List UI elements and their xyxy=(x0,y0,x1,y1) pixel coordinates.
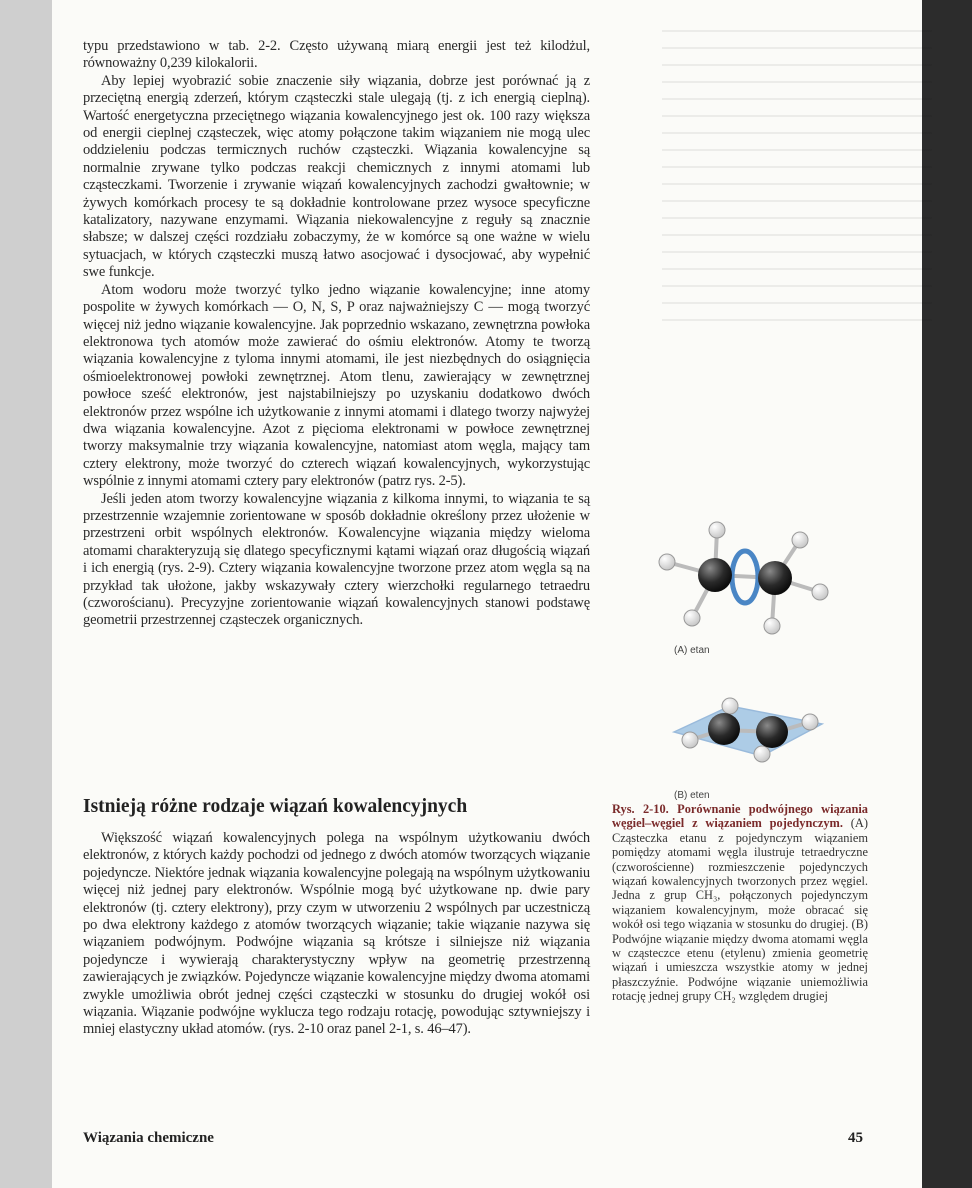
figure-label-a: (A) etan xyxy=(674,645,710,656)
main-text-column xyxy=(83,38,590,630)
carbon-atom xyxy=(756,716,788,748)
caption-body: (A) Cząsteczka etanu z pojedynczym wiązaniem pomiędzy atomami węgla ilustruje tetraedryczne (czworościenne) rozmieszczenie pojedynczych wiązań kowalencyjnych tworzonych przez węgiel. Jedna z grup CH₃, połączonych pojedynczym wiązaniem kowalencyjnym, może obracać się wokół osi tego wiązania w stosunku do drugiej. (B) Podwójne wiązanie między dwoma atomami węgla w cząsteczce etenu (etylenu) zmienia geometrię wiązań i umieszcza wszystkie atomy w jednej płaszczyźnie. Podwójne wiązanie uniemożliwia rotację jednej grupy CH₂ względem drugiej xyxy=(612,816,868,1004)
molecule-illustrations xyxy=(612,510,872,800)
hydrogen-atom xyxy=(754,746,770,762)
hydrogen-atom xyxy=(659,554,675,570)
hydrogen-atom xyxy=(792,532,808,548)
paragraph-2: Aby lepiej wyobrazić sobie znaczenie siły wiązania, dobrze jest porównać ją z przeciętną energią zderzeń, którym cząsteczki stale ulegają (tj. z ich energią cieplną). Wartość energetyczna przeciętnego wiązania kowalencyjnego jest ok. 100 razy większa od energii cieplnej cząsteczek, więc atomy połączone takim wiązaniem nie mogą ulec oddzieleniu podczas termicznych ruchów cząsteczki. Wiązania kowalencyjne są normalnie zrywane tylko podczas reakcji chemicznych z innymi atomami lub cząsteczkami. Tworzenie i zrywanie wiązań kowalencyjnych zachodzi gwałtownie; w żywych komórkach procesy te są dokładnie kontrolowane przez wysoce specyficzne katalizatory, nazywane enzymami. Wiązania niekowalencyjne z reguły są znacznie słabsze; w dalszej części rozdziału zobaczymy, że w komórce są one ważne w wielu sytuacjach, w których cząsteczki muszą łatwo asocjować i dysocjować, aby wypełnić swe funkcje. xyxy=(83,72,590,281)
figure-caption xyxy=(612,802,868,1004)
caption-title: Rys. 2-10. Porównanie podwójnego wiązania węgiel–węgiel z wiązaniem pojedynczym. xyxy=(612,802,868,831)
page-number: 45 xyxy=(848,1130,863,1146)
hydrogen-atom xyxy=(722,698,738,714)
paragraph-4: Jeśli jeden atom tworzy kowalencyjne wiązania z kilkoma innymi, to wiązania te są przestrzennie wzajemnie zorientowane w sposób dokładnie określony przez ułożenie w przestrzeni orbit wspólnych elektronów. Kowalencyjne wiązania między wieloma atomami charakteryzują się dlatego specyficznymi kątami wiązań oraz długością wiązań i ich energią (rys. 2-9). Cztery wiązania kowalencyjne tworzone przez atom węgla są na przykład tak ułożone, jakby wskazywały cztery wierzchołki regularnego tetraedru (czworościanu). Precyzyjne zorientowanie wiązań kowalencyjnych stanowi podstawę geometrii przestrzennej cząsteczek organicznych. xyxy=(83,490,590,629)
scan-left-margin xyxy=(0,0,52,1188)
show-through-ghost xyxy=(662,30,932,330)
hydrogen-atom xyxy=(684,610,700,626)
hydrogen-atom xyxy=(802,714,818,730)
ethene-molecule xyxy=(674,698,822,762)
hydrogen-atom xyxy=(764,618,780,634)
hydrogen-atom xyxy=(682,732,698,748)
main-text-column-bottom xyxy=(83,830,590,1039)
ethane-molecule xyxy=(659,522,828,634)
paragraph-3: Atom wodoru może tworzyć tylko jedno wiązanie kowalencyjne; inne atomy pospolite w żywych komórkach — O, N, S, P oraz najważniejszy C — mogą tworzyć więcej niż jedno wiązanie kowalencyjne. Jak poprzednio wskazano, zewnętrzna powłoka elektronowa tych atomów może zawierać do ośmiu elektronów. Atomy te tworzą wiązania kowalencyjne z tyloma innymi atomami, ile jest niezbędnych do osiągnięcia ośmioelektronowej powłoki zewnętrznej. Atom tlenu, zawierający w zewnętrznej powłoce sześć elektronów, jest najstabilniejszy po uzyskaniu dodatkowo dwóch elektronów przez wspólne ich użytkowanie z innymi atomami i dlatego tworzy najwyżej dwa wiązania kowalencyjne. Azot z pięcioma elektronami w powłoce zewnętrznej tworzy maksymalnie trzy wiązania kowalencyjne, natomiast atom węgla, mający tam cztery elektrony, może tworzyć do czterech wiązań kowalencyjnych, wykorzystując wspólnie z innymi atomami cztery pary elektronów (patrz rys. 2-5). xyxy=(83,281,590,490)
running-footer-section: Wiązania chemiczne xyxy=(83,1130,214,1146)
hydrogen-atom xyxy=(812,584,828,600)
paragraph-5: Większość wiązań kowalencyjnych polega na wspólnym użytkowaniu dwóch elektronów, z których każdy pochodzi od jednego z dwóch atomów tworzących wiązanie pojedyncze. Niektóre jednak wiązania kowalencyjne polegają na wspólnym użytkowaniu więcej niż jednej pary elektronów. Wspólnie mogą być użytkowane np. dwie pary elektronów (tj. cztery elektrony), przy czym w utworzeniu 2 wspólnych par uczestniczą po dwa elektrony każdego z atomów tworzących wiązanie; takie wiązanie nazywa się wiązaniem podwójnym. Podwójne wiązania są krótsze i silniejsze niż wiązania pojedyncze i wywierają charakterystyczny wpływ na geometrię przestrzenną zawierających je związków. Pojedyncze wiązanie kowalencyjne między dwoma atomami zwykle umożliwia obrót jednej części cząsteczki w stosunku do drugiej wokół osi wiązania. Wiązanie podwójne wyklucza tego rodzaju rotację, powodując sztywniejszy i mniej elastyczny układ atomów. (rys. 2-10 oraz panel 2-1, s. 46–47). xyxy=(83,830,590,1038)
figure-label-b: (B) eten xyxy=(674,790,710,801)
hydrogen-atom xyxy=(709,522,725,538)
carbon-atom xyxy=(708,713,740,745)
carbon-atom xyxy=(758,561,792,595)
carbon-atom xyxy=(698,558,732,592)
paragraph-1: typu przedstawiono w tab. 2-2. Często używaną miarą energii jest też kilodżul, równoważny 0,239 kilokalorii. xyxy=(83,38,590,72)
figure-2-10 xyxy=(612,510,872,800)
section-heading: Istnieją różne rodzaje wiązań kowalencyjnych xyxy=(83,796,468,817)
